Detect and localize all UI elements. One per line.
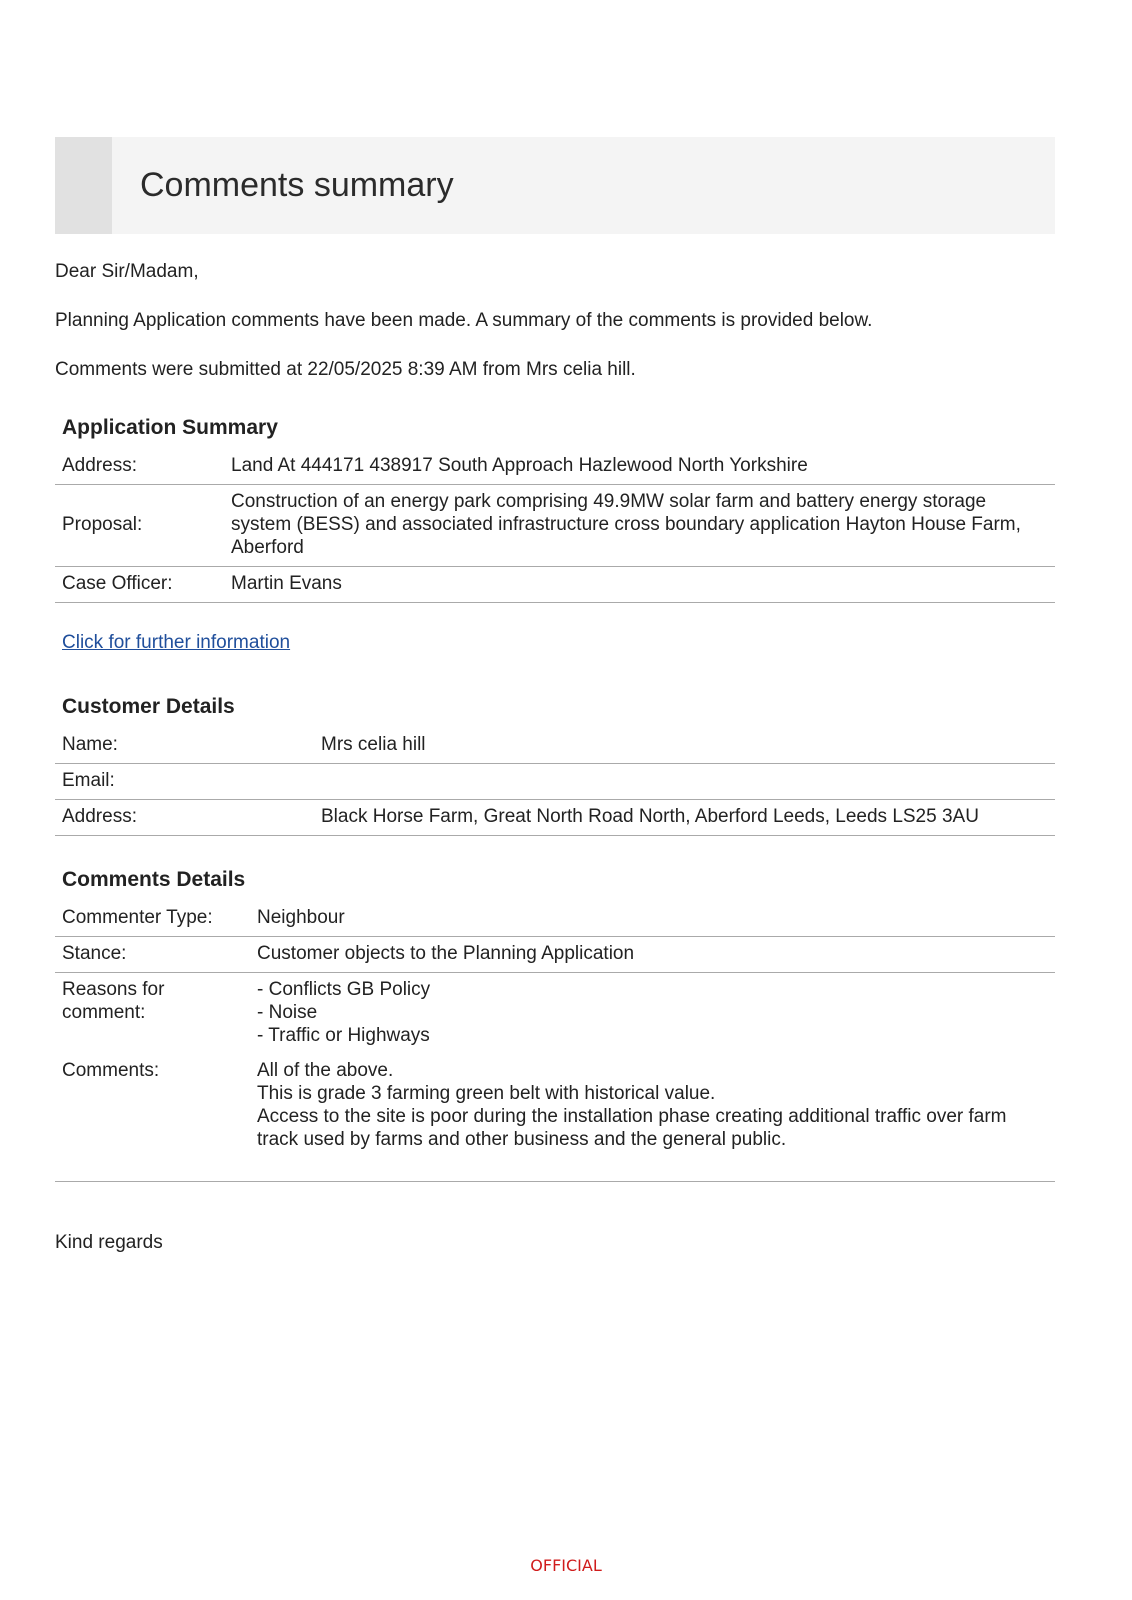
reasons-label-line: Reasons for <box>62 979 165 1000</box>
further-information-link[interactable]: Click for further information <box>62 632 291 653</box>
classification-footer: OFFICIAL <box>530 1556 602 1575</box>
address-label: Address: <box>55 449 224 485</box>
further-info-container <box>55 631 1055 655</box>
customer-details-table <box>55 728 1055 836</box>
table-row <box>55 449 1055 485</box>
name-value: Mrs celia hill <box>314 728 1055 764</box>
comments-text <box>250 1054 1055 1182</box>
table-row <box>55 901 1055 937</box>
proposal-label: Proposal: <box>55 485 224 567</box>
address-value: Land At 444171 438917 South Approach Hazlewood North Yorkshire <box>224 449 1055 485</box>
page-title: Comments summary <box>140 166 454 204</box>
reason-item: - Conflicts GB Policy <box>257 979 431 1000</box>
reason-item: - Noise <box>257 1002 318 1023</box>
comment-line: This is grade 3 farming green belt with historical value. <box>257 1083 716 1104</box>
comments-label: Comments: <box>55 1054 250 1182</box>
table-row <box>55 567 1055 603</box>
document-page <box>55 137 1055 1255</box>
customer-details-heading: Customer Details <box>62 695 235 718</box>
submission-info: Comments were submitted at 22/05/2025 8:39 AM from Mrs celia hill. <box>55 359 636 380</box>
table-row <box>55 485 1055 567</box>
application-summary-table <box>55 449 1055 603</box>
table-row <box>55 1054 1055 1182</box>
name-label: Name: <box>55 728 314 764</box>
comments-details-table <box>55 901 1055 1182</box>
email-label: Email: <box>55 764 314 800</box>
closing-regards: Kind regards <box>55 1232 163 1253</box>
customer-address-label: Address: <box>55 800 314 836</box>
comment-line: All of the above. <box>257 1060 394 1081</box>
customer-address-value: Black Horse Farm, Great North Road North, Aberford Leeds, Leeds LS25 3AU <box>314 800 1055 836</box>
reasons-label-line: comment: <box>62 1002 146 1023</box>
stance-label: Stance: <box>55 937 250 973</box>
table-row <box>55 973 1055 1055</box>
proposal-value: Construction of an energy park comprising 49.9MW solar farm and battery energy storage system (BESS) and associated infrastructure cross boundary application Hayton House Farm, Aberford <box>224 485 1055 567</box>
comment-line: Access to the site is poor during the installation phase creating additional traffic over farm track used by farms and other business and the general public. <box>257 1106 1007 1150</box>
table-row <box>55 937 1055 973</box>
commenter-type-value: Neighbour <box>250 901 1055 937</box>
application-summary-heading: Application Summary <box>62 416 278 439</box>
reasons-list <box>250 973 1055 1055</box>
header-banner <box>55 137 1055 234</box>
header-accent-bar <box>55 137 112 234</box>
comments-details-heading: Comments Details <box>62 868 246 891</box>
table-row <box>55 800 1055 836</box>
greeting: Dear Sir/Madam, <box>55 261 199 282</box>
reasons-label <box>55 973 250 1055</box>
table-row <box>55 764 1055 800</box>
intro-text: Planning Application comments have been made. A summary of the comments is provided below. <box>55 310 873 331</box>
case-officer-value: Martin Evans <box>224 567 1055 603</box>
reason-item: - Traffic or Highways <box>257 1025 430 1046</box>
table-row <box>55 728 1055 764</box>
stance-value: Customer objects to the Planning Application <box>250 937 1055 973</box>
email-value <box>314 764 1055 800</box>
case-officer-label: Case Officer: <box>55 567 224 603</box>
commenter-type-label: Commenter Type: <box>55 901 250 937</box>
